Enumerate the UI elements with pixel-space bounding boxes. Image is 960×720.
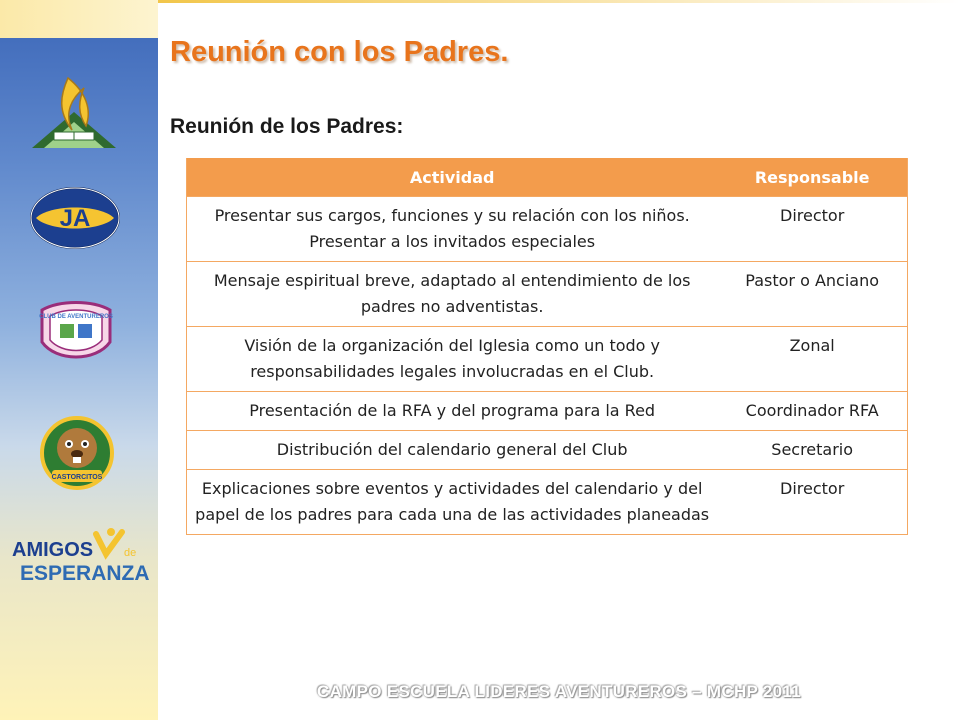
ja-logo-text: JA: [59, 205, 91, 232]
amigos-logo-word-2: ESPERANZA: [20, 562, 150, 585]
activity-cell: Presentación de la RFA y del programa para la Red: [187, 392, 718, 431]
slide-subtitle: Reunión de los Padres:: [170, 115, 404, 138]
top-strip: [158, 0, 960, 3]
castorcitos-logo-text: CASTORCITOS: [51, 474, 103, 481]
responsible-cell: Director: [717, 470, 907, 535]
activity-cell: Visión de la organización del Iglesia como un todo y responsabilidades legales involucradas en el Club.: [187, 327, 718, 392]
activity-cell: Explicaciones sobre eventos y actividades del calendario y del papel de los padres para cada una de las actividades planeadas: [187, 470, 718, 535]
activity-cell: Distribución del calendario general del Club: [187, 431, 718, 470]
table-row: [187, 327, 908, 392]
responsible-cell: Zonal: [717, 327, 907, 392]
activity-cell: Mensaje espiritual breve, adaptado al entendimiento de los padres no adventistas.: [187, 262, 718, 327]
ja-youth-logo: [28, 186, 122, 250]
amigos-logo-word-1: AMIGOS: [12, 539, 94, 561]
adventist-church-logo: [28, 72, 120, 154]
club-aventureros-logo: [36, 296, 116, 368]
footer-text: CAMPO ESCUELA LIDERES AVENTUREROS – MCHP 2011: [317, 682, 801, 701]
table-row: [187, 431, 908, 470]
castorcitos-logo: [40, 416, 114, 490]
activities-table: [186, 158, 908, 535]
responsible-cell: Director: [717, 197, 907, 262]
table-row: [187, 262, 908, 327]
responsible-cell: Coordinador RFA: [717, 392, 907, 431]
club-aventureros-logo-text: CLUB DE AVENTUREROS: [39, 314, 113, 320]
amigos-de-esperanza-logo: [10, 528, 150, 588]
activity-cell: Presentar sus cargos, funciones y su relación con los niños. Presentar a los invitados especiales: [187, 197, 718, 262]
sidebar-top-cap: [0, 0, 158, 38]
table-row: [187, 392, 908, 431]
table-row: [187, 197, 908, 262]
responsible-cell: Pastor o Anciano: [717, 262, 907, 327]
header-responsable: Responsable: [717, 158, 907, 197]
amigos-logo-de: de: [124, 547, 137, 559]
slide-title: Reunión con los Padres.: [170, 36, 509, 68]
responsible-cell: Secretario: [717, 431, 907, 470]
table-row: [187, 470, 908, 535]
header-actividad: Actividad: [187, 158, 718, 197]
table-header-row: [187, 158, 908, 197]
